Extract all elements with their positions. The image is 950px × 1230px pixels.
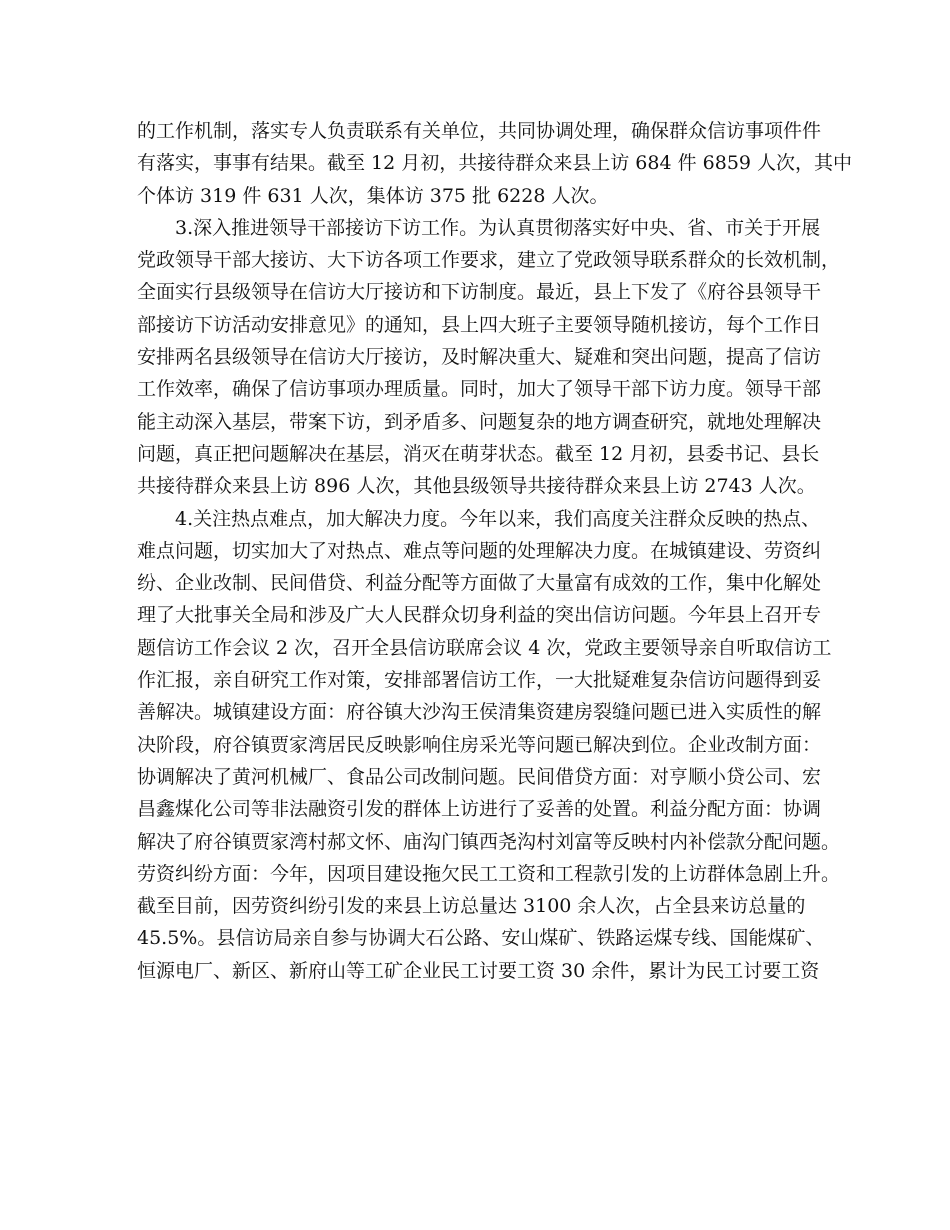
body-line: 截至目前，因劳资纠纷引发的来县上访总量达 3100 余人次，占全县来访总量的: [137, 895, 806, 918]
body-line: 安排两名县级领导在信访大厅接访，及时解决重大、疑难和突出问题，提高了信访: [137, 346, 822, 369]
body-line: 理了大批事关全局和涉及广大人民群众切身利益的突出信访问题。今年县上召开专: [137, 604, 822, 627]
body-line: 共接待群众来县上访 896 人次，其他县级领导共接待群众来县上访 2743 人次。: [137, 475, 816, 498]
body-line: 纷、企业改制、民间借贷、利益分配等方面做了大量富有成效的工作，集中化解处: [137, 572, 822, 595]
body-line: 解决了府谷镇贾家湾村郝文怀、庙沟门镇西尧沟村刘富等反映村内补偿款分配问题。: [137, 830, 841, 853]
body-line: 恒源电厂、新区、新府山等工矿企业民工讨要工资 30 余件，累计为民工讨要工资: [137, 959, 820, 982]
body-line: 决阶段，府谷镇贾家湾居民反映影响住房采光等问题已解决到位。企业改制方面：: [137, 733, 822, 756]
body-line: 有落实，事事有结果。截至 12 月初，共接待群众来县上访 684 件 6859 人次，其中: [137, 152, 853, 175]
paragraph-3-heading-line: 3.深入推进领导干部接访下访工作。为认真贯彻落实好中央、省、市关于开展: [175, 216, 821, 239]
body-line: 作汇报，亲自研究工作对策，安排部署信访工作，一大批疑难复杂信访问题得到妥: [137, 669, 822, 692]
body-line: 工作效率，确保了信访事项办理质量。同时，加大了领导干部下访力度。领导干部: [137, 378, 822, 401]
body-line: 善解决。城镇建设方面：府谷镇大沙沟王侯清集资建房裂缝问题已进入实质性的解: [137, 701, 822, 724]
body-line: 党政领导干部大接访、大下访各项工作要求，建立了党政领导联系群众的长效机制，: [137, 249, 841, 272]
paragraph-4-heading-line: 4.关注热点难点，加大解决力度。今年以来，我们高度关注群众反映的热点、: [175, 507, 821, 530]
body-line: 个体访 319 件 631 人次，集体访 375 批 6228 人次。: [137, 184, 609, 207]
body-line: 题信访工作会议 2 次，召开全县信访联席会议 4 次，党政主要领导亲自听取信访工: [137, 636, 832, 659]
body-line: 全面实行县级领导在信访大厅接访和下访制度。最近，县上下发了《府谷县领导干: [137, 281, 822, 304]
document-body: [137, 115, 853, 987]
body-line: 劳资纠纷方面：今年，因项目建设拖欠民工工资和工程款引发的上访群体急剧上升。: [137, 862, 841, 885]
body-line: 的工作机制，落实专人负责联系有关单位，共同协调处理，确保群众信访事项件件: [137, 120, 822, 142]
body-line: 45.5%。县信访局亲自参与协调大石公路、安山煤矿、铁路运煤专线、国能煤矿、: [137, 927, 825, 950]
body-line: 部接访下访活动安排意见》的通知，县上四大班子主要领导随机接访，每个工作日: [137, 313, 822, 336]
body-line: 协调解决了黄河机械厂、食品公司改制问题。民间借贷方面：对亨顺小贷公司、宏: [137, 765, 822, 788]
body-line: 能主动深入基层，带案下访，到矛盾多、问题复杂的地方调查研究，就地处理解决: [137, 410, 822, 433]
body-line: 问题，真正把问题解决在基层，消灭在萌芽状态。截至 12 月初，县委书记、县长: [137, 442, 820, 465]
body-line: 昌鑫煤化公司等非法融资引发的群体上访进行了妥善的处置。利益分配方面：协调: [137, 798, 822, 821]
body-line: 难点问题，切实加大了对热点、难点等问题的处理解决力度。在城镇建设、劳资纠: [137, 539, 822, 562]
